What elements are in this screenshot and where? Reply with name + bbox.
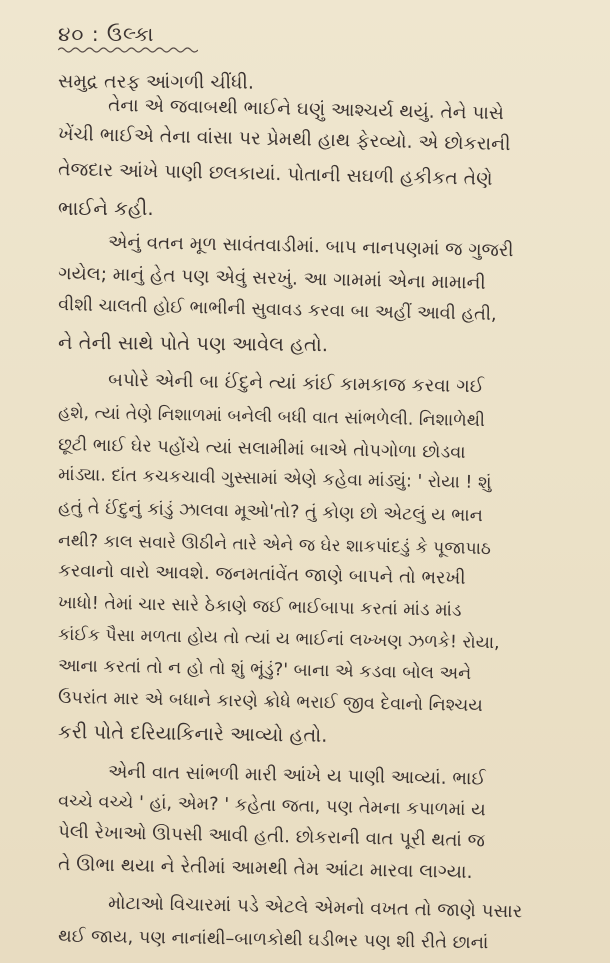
body-line: બપોરે એની બા ઈંદુને ત્યાં કાંઈ કામકાજ કરવા ગઈ <box>107 369 485 398</box>
body-line: ખાધો! તેમાં ચાર સારે ઠેકાણે જઈ ભાઈબાપા કરતાં માંડ માંડ <box>57 593 462 621</box>
body-line: વીશી ચાલતી હોઈ ભાભીની સુવાવડ કરવા બા અહીં આવી હતી, <box>57 294 497 325</box>
body-line: ભાઈને કહી. <box>58 197 154 220</box>
body-line: કરી પોતે દરિયાકિનારે આવ્યો હતો. <box>57 720 328 747</box>
running-header <box>58 22 154 46</box>
body-line: ખેંચી ભાઈએ તેના વાંસા પર પ્રેમથી હાથ ફેરવ્યો. એ છોકરાની <box>57 123 511 156</box>
body-line: છૂટી ભાઈ ઘેર પહોંચે ત્યાં સલામીમાં બાએ તોપગોળા છોડવા <box>57 434 466 463</box>
body-line: થઈ જાય, પણ નાનાંથી–બાળકોથી ઘડીભર પણ શી રીતે છાનાં <box>57 925 489 954</box>
body-line: હતું તે ઈંદુનું કાંડું ઝાલવા મૂઓ'તો? તું કોણ છો એટલું ય ભાન <box>57 497 483 527</box>
page-number: ૪૦ <box>58 22 85 46</box>
running-title: ઉલ્કા <box>106 22 155 46</box>
body-line: આના કરતાં તો ન હો તો શું ભૂંડું?' બાના એ કડવા બોલ અને <box>57 656 472 684</box>
body-line: તેના એ જવાબથી ભાઈને ઘણું આશ્ચર્ય થયું. તેને પાસે <box>107 94 505 125</box>
body-line: ઉપરાંત માર એ બધાને કારણે ક્રોધે ભરાઈ જીવ દેવાનો નિશ્ચય <box>57 687 483 717</box>
body-line: ને તેની સાથે પોતે પણ આવેલ હતો. <box>57 330 329 357</box>
header-separator: : <box>91 22 100 46</box>
body-line: નથી? કાલ સવારે ઊઠીને તારે એને જ ઘેર શાકપાંદડું કે પૂજાપાઠ <box>57 530 492 560</box>
body-line: પેલી રેખાઓ ઊપસી આવી હતી. છોકરાની વાત પૂરી થતાં જ <box>57 821 486 852</box>
header-ornament-rule <box>58 46 198 54</box>
body-line: મોટાઓ વિચારમાં પડે એટલે એમનો વખત તો જાણે પસાર <box>107 892 523 923</box>
body-line: હશે, ત્યાં તેણે નિશાળમાં બનેલી બધી વાત સાંભળેલી. નિશાળેથી <box>57 402 486 432</box>
body-line: એનું વતન મૂળ સાવંતવાડીમાં. બાપ નાનપણમાં જ ગુજરી <box>107 231 514 262</box>
body-line: ગયેલ; માનું હેત પણ એવું સરખું. આ ગામમાં એના મામાની <box>57 263 486 294</box>
body-line: તે ઊભા થયા ને રેતીમાં આમથી તેમ આંટા મારવા લાગ્યા. <box>57 854 473 883</box>
body-line: સમુદ્ર તરફ આંગળી ચીંધી. <box>57 70 255 94</box>
body-line: કાંઈક પૈસા મળતા હોય તો ત્યાં ય ભાઈનાં લખ્ખણ ઝળકે! રોયા, <box>57 624 500 654</box>
body-line: વચ્ચે વચ્ચે ' હાં, એમ? ' કહેતા જતા, પણ તેમના કપાળમાં ય <box>57 790 486 821</box>
body-line: માંડ્યા. દાંત કચકચાવી ગુસ્સામાં એણે કહેવા માંડ્યું: ' રોયા ! શું <box>57 464 492 494</box>
body-line: એની વાત સાંભળી મારી આંખે ય પાણી આવ્યાં. ભાઈ <box>107 761 486 790</box>
body-line: તેજદાર આંખે પાણી છલકાયાં. પોતાની સઘળી હકીકત તેણે <box>57 159 493 190</box>
body-line: કરવાનો વારો આવશે. જનમતાંવેંત જાણે બાપને તો ભરખી <box>57 560 466 589</box>
